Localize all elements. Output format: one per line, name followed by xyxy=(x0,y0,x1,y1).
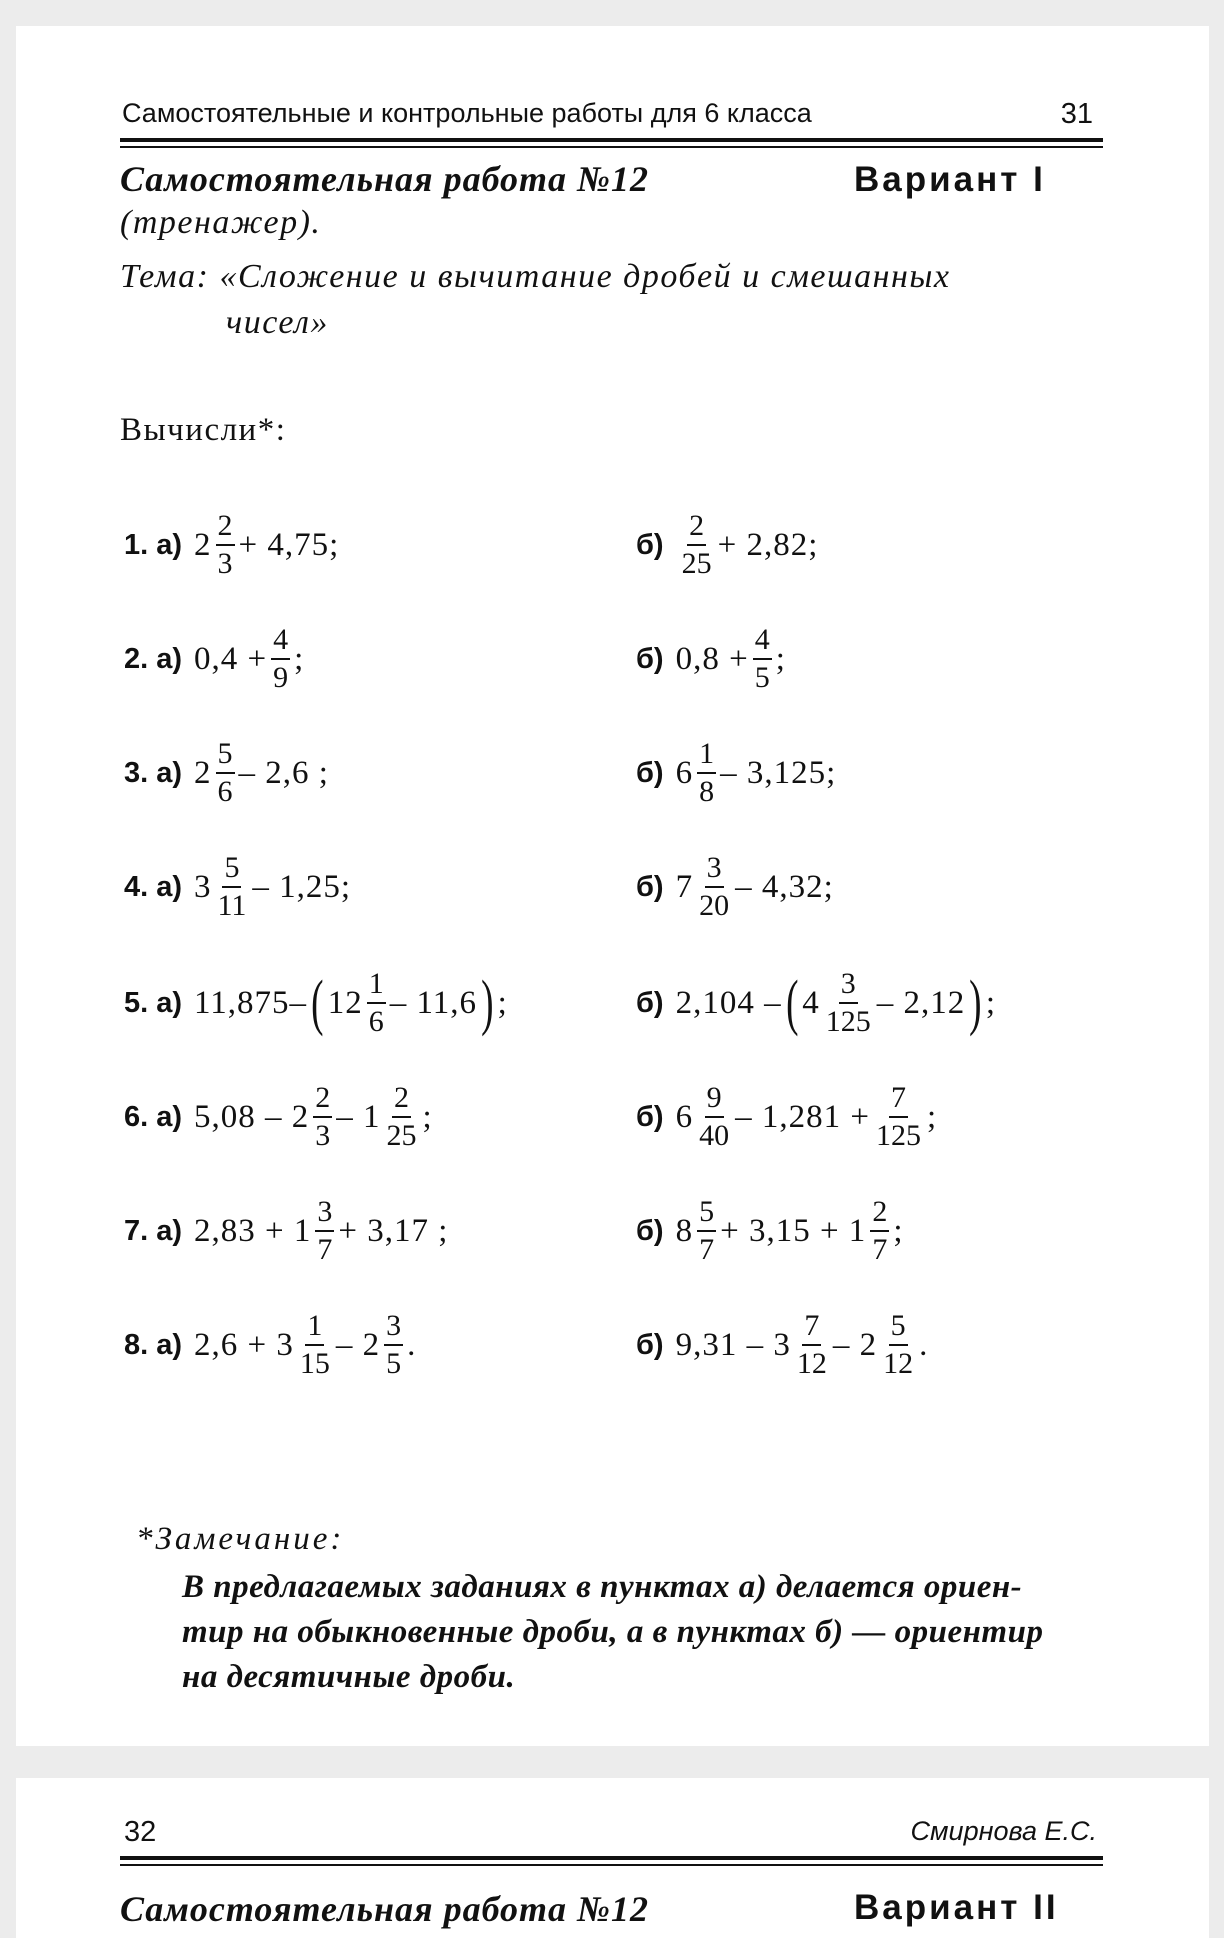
running-header: Самостоятельные и контрольные работы для 6 класса xyxy=(122,98,812,128)
instruction: Вычисли*: xyxy=(120,412,287,448)
whole-part: 6 xyxy=(675,754,694,791)
denominator: 20 xyxy=(699,889,730,922)
task-6b xyxy=(636,1072,937,1162)
whole-part: 2 xyxy=(194,526,212,563)
expression-text: – 2 xyxy=(335,1326,381,1363)
numerator: 5 xyxy=(889,1311,908,1346)
header-rule-thick xyxy=(120,138,1103,142)
expression-text: – 2 xyxy=(832,1326,878,1363)
whole-part: 2 xyxy=(194,754,212,791)
task-1b xyxy=(636,500,818,590)
task-label: б) xyxy=(636,1214,664,1247)
numerator: 3 xyxy=(315,1197,334,1232)
denominator: 9 xyxy=(273,661,289,694)
work-title: Самостоятельная работа №12 xyxy=(120,159,649,199)
numerator: 5 xyxy=(697,1197,716,1232)
fraction xyxy=(216,739,235,807)
expression-text: + 3,17 ; xyxy=(338,1212,449,1249)
denominator: 3 xyxy=(217,547,233,580)
expression-text: 5,08 – 2 xyxy=(194,1098,310,1135)
expression-text: ; xyxy=(893,1212,904,1249)
task-6a xyxy=(124,1072,433,1162)
expression-text: – 11,6 xyxy=(389,984,477,1021)
expression-text: 11,875– xyxy=(194,984,308,1021)
expression-text: – 2,6 ; xyxy=(238,754,329,791)
expression-text: + 4,75; xyxy=(238,526,340,563)
fraction xyxy=(271,625,290,693)
numerator: 3 xyxy=(384,1311,403,1346)
denominator: 11 xyxy=(217,889,247,922)
denominator: 6 xyxy=(368,1005,384,1038)
task-label: 3. а) xyxy=(124,756,183,789)
expression-text: 0,8 + xyxy=(675,640,749,677)
expression-text: – 2,12 xyxy=(876,984,966,1021)
expression-text: 2,83 + 1 xyxy=(194,1212,312,1249)
task-label: б) xyxy=(636,1328,664,1361)
right-paren: ) xyxy=(969,969,982,1037)
task-label: 8. а) xyxy=(124,1328,183,1361)
fraction xyxy=(315,1197,334,1265)
task-label: б) xyxy=(636,642,664,675)
task-8b xyxy=(636,1300,928,1390)
task-2a xyxy=(124,614,304,704)
denominator: 12 xyxy=(883,1347,914,1380)
denominator: 3 xyxy=(315,1119,331,1152)
numerator: 1 xyxy=(367,969,386,1004)
author-header: Смирнова Е.С. xyxy=(910,1816,1097,1846)
fraction xyxy=(870,1197,889,1265)
topic-line-1: Тема: «Сложение и вычитание дробей и смешанных xyxy=(120,258,951,295)
fraction xyxy=(697,1197,716,1265)
fraction xyxy=(680,511,714,579)
fraction xyxy=(697,853,731,921)
whole-part: 6 xyxy=(675,1098,694,1135)
fraction xyxy=(795,1311,829,1379)
expression-text: – 1,281 + xyxy=(735,1098,870,1135)
work-title: Самостоятельная работа №12 xyxy=(120,1889,649,1929)
task-4a xyxy=(124,842,351,932)
expression-text: ; xyxy=(294,640,305,677)
denominator: 40 xyxy=(699,1119,730,1152)
fraction xyxy=(384,1311,403,1379)
task-8a xyxy=(124,1300,416,1390)
fraction xyxy=(298,1311,332,1379)
fraction xyxy=(697,739,716,807)
header-rule-thin xyxy=(120,146,1103,148)
fraction xyxy=(753,625,772,693)
numerator: 2 xyxy=(313,1083,332,1118)
variant-label: Вариант I xyxy=(854,160,1046,199)
whole-part: 7 xyxy=(675,868,694,905)
denominator: 25 xyxy=(386,1119,417,1152)
fraction xyxy=(874,1083,923,1151)
numerator: 1 xyxy=(305,1311,324,1346)
expression-text: + 3,15 + 1 xyxy=(720,1212,867,1249)
header-rule-thin xyxy=(120,1864,1103,1866)
task-label: 2. а) xyxy=(124,642,183,675)
numerator: 4 xyxy=(753,625,772,660)
numerator: 2 xyxy=(870,1197,889,1232)
task-label: 4. а) xyxy=(124,870,183,903)
expression-text: ; xyxy=(775,640,786,677)
denominator: 7 xyxy=(699,1233,715,1266)
numerator: 1 xyxy=(697,739,716,774)
expression-text: . xyxy=(407,1326,417,1363)
numerator: 2 xyxy=(392,1083,411,1118)
expression-text: 2,6 + 3 xyxy=(194,1326,294,1363)
fraction xyxy=(385,1083,419,1151)
left-paren: ( xyxy=(785,969,799,1037)
denominator: 6 xyxy=(217,775,233,808)
expression-text: . xyxy=(919,1326,929,1363)
expression-text: ; xyxy=(422,1098,433,1135)
denominator: 125 xyxy=(825,1005,871,1038)
numerator: 5 xyxy=(222,853,241,888)
task-3a xyxy=(124,728,329,818)
numerator: 5 xyxy=(216,739,235,774)
fraction xyxy=(697,1083,731,1151)
variant-label: Вариант II xyxy=(854,1888,1059,1927)
task-7b xyxy=(636,1186,903,1276)
task-label: б) xyxy=(636,870,664,903)
task-label: 7. а) xyxy=(124,1214,183,1247)
topic-line-2: чисел» xyxy=(226,304,329,341)
page-31 xyxy=(16,26,1209,1746)
task-5b xyxy=(636,958,996,1048)
expression-text: ; xyxy=(497,984,508,1021)
work-subtitle: (тренажер). xyxy=(120,204,322,241)
expression-text: – 1 xyxy=(336,1098,381,1135)
fraction xyxy=(216,853,249,921)
task-4b xyxy=(636,842,834,932)
task-label: б) xyxy=(636,528,664,561)
page-32 xyxy=(16,1778,1209,1938)
numerator: 4 xyxy=(271,625,290,660)
numerator: 3 xyxy=(705,853,724,888)
denominator: 15 xyxy=(299,1347,330,1380)
task-label: б) xyxy=(636,986,664,1019)
right-paren: ) xyxy=(481,969,494,1037)
task-label: 5. а) xyxy=(124,986,183,1019)
numerator: 2 xyxy=(687,511,706,546)
fraction xyxy=(824,969,873,1037)
denominator: 5 xyxy=(386,1347,402,1380)
numerator: 7 xyxy=(802,1311,821,1346)
page-number: 32 xyxy=(124,1816,157,1848)
task-7a xyxy=(124,1186,448,1276)
note-line-1: В предлагаемых заданиях в пунктах а) делается ориен- xyxy=(182,1569,1023,1605)
expression-text: ; xyxy=(985,984,997,1021)
note-line-3: на десятичные дроби. xyxy=(182,1659,516,1695)
whole-part: 12 xyxy=(327,984,363,1021)
expression-text: – 1,25; xyxy=(252,868,352,905)
task-2b xyxy=(636,614,786,704)
denominator: 8 xyxy=(699,775,715,808)
numerator: 3 xyxy=(839,969,858,1004)
numerator: 2 xyxy=(216,511,235,546)
expression-text: ; xyxy=(926,1098,938,1135)
task-3b xyxy=(636,728,836,818)
fraction xyxy=(313,1083,332,1151)
denominator: 7 xyxy=(872,1233,888,1266)
note-heading: *Замечание: xyxy=(136,1521,345,1557)
denominator: 25 xyxy=(681,547,712,580)
denominator: 12 xyxy=(796,1347,827,1380)
expression-text: 9,31 – 3 xyxy=(675,1326,791,1363)
header-rule-thick xyxy=(120,1856,1103,1860)
expression-text: – 3,125; xyxy=(720,754,837,791)
expression-text: + 2,82; xyxy=(717,526,819,563)
task-label: 6. а) xyxy=(124,1100,183,1133)
task-label: 1. а) xyxy=(124,528,183,561)
whole-part: 4 xyxy=(802,984,820,1021)
task-1a xyxy=(124,500,339,590)
fraction xyxy=(216,511,235,579)
fraction xyxy=(367,969,386,1037)
left-paren: ( xyxy=(311,969,324,1037)
expression-text: 0,4 + xyxy=(194,640,268,677)
numerator: 7 xyxy=(889,1083,908,1118)
page-number: 31 xyxy=(1060,98,1093,130)
fraction xyxy=(881,1311,915,1379)
task-label: б) xyxy=(636,1100,664,1133)
whole-part: 3 xyxy=(194,868,212,905)
numerator: 9 xyxy=(705,1083,724,1118)
expression-text: 2,104 – xyxy=(675,984,782,1021)
whole-part: 8 xyxy=(675,1212,694,1249)
note-line-2: тир на обыкновенные дроби, а в пунктах б) — ориентир xyxy=(182,1614,1044,1650)
task-label: б) xyxy=(636,756,664,789)
expression-text: – 4,32; xyxy=(735,868,834,905)
task-5a xyxy=(124,958,508,1048)
denominator: 125 xyxy=(875,1119,921,1152)
denominator: 5 xyxy=(754,661,770,694)
denominator: 7 xyxy=(317,1233,333,1266)
